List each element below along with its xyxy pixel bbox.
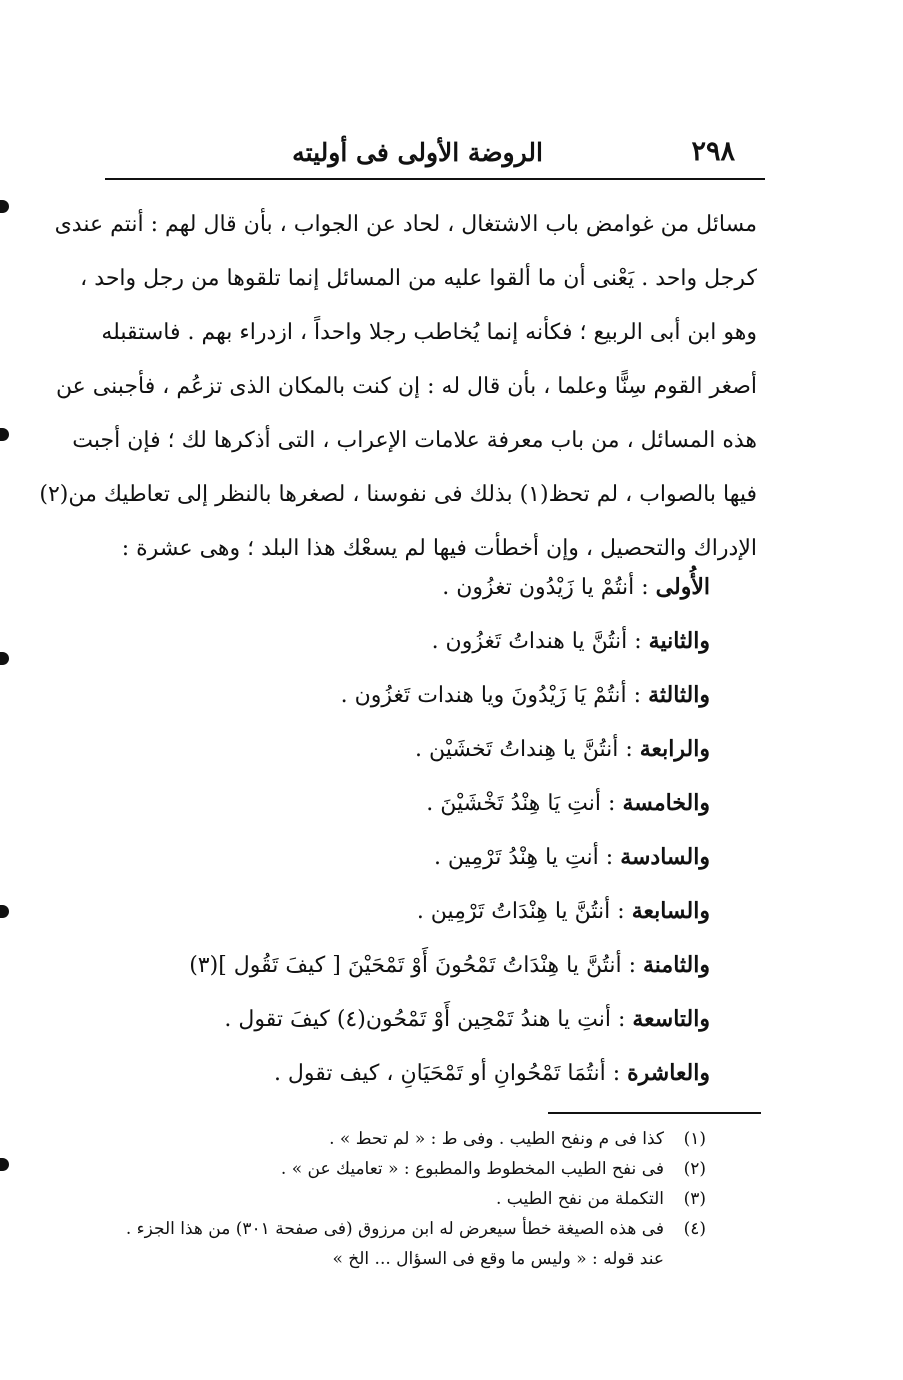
item-text: : أنتُمْ يا زَيْدُون تغزُون . bbox=[442, 575, 649, 600]
item-ordinal: والثامنة bbox=[643, 952, 710, 978]
footnote-rule bbox=[548, 1112, 761, 1114]
item-text: : أنتُمَا تَمْحُوانِ أو تَمْحَيَانِ ، كيف تقول . bbox=[273, 1061, 621, 1086]
item-ordinal: والسادسة bbox=[620, 844, 710, 870]
running-title: الروضة الأولى فى أوليته bbox=[292, 138, 543, 167]
footnote bbox=[100, 1214, 706, 1244]
item-ordinal: والثانية bbox=[648, 628, 710, 654]
body-paragraph bbox=[39, 198, 757, 576]
footnote bbox=[100, 1124, 706, 1154]
list-item bbox=[200, 560, 710, 614]
list-item bbox=[200, 992, 710, 1046]
list-item bbox=[200, 722, 710, 776]
footnote-number: (٤) bbox=[683, 1219, 706, 1239]
item-text: : أنتُنَّ يا هِنداتُ تَخشَيْن . bbox=[415, 737, 633, 762]
footnote-continuation: عند قوله : « وليس ما وقع فى السؤال ... الخ » bbox=[332, 1249, 664, 1269]
footnote bbox=[100, 1154, 706, 1184]
list-item bbox=[200, 614, 710, 668]
item-text: : أنتُمْ يَا زَيْدُونَ ويا هندات تَغزُون . bbox=[340, 683, 642, 708]
list-item bbox=[200, 830, 710, 884]
item-ordinal: والعاشرة bbox=[627, 1060, 710, 1086]
footnotes bbox=[100, 1124, 706, 1274]
item-ordinal: والسابعة bbox=[631, 898, 710, 924]
item-ordinal: والثالثة bbox=[648, 682, 710, 708]
item-text: : أنتُنَّ يا هِنْدَاتُ تَمْحُونَ أَوْ تَمْحَيْنَ [ كيفَ تَقُول ](٣) bbox=[189, 953, 636, 978]
footnote-text: كذا فى م ونفح الطيب . وفى ط : « لم تحط » . bbox=[329, 1129, 664, 1149]
page-number: ٢٩٨ bbox=[691, 136, 735, 167]
edge-mark bbox=[0, 652, 9, 665]
footnote-number: (٣) bbox=[683, 1189, 706, 1209]
footnote-number: (٢) bbox=[683, 1159, 706, 1179]
text-line: كرجل واحد . يَعْنى أن ما ألقوا عليه من المسائل إنما تلقوها من رجل واحد ، bbox=[80, 266, 757, 291]
item-ordinal: والتاسعة bbox=[632, 1006, 710, 1032]
text-line: أصغر القوم سِنًّا وعلما ، بأن قال له : إن كنت بالمكان الذى تزعُم ، فأجبنى عن bbox=[55, 374, 757, 399]
list-item bbox=[200, 884, 710, 938]
text-line: وهو ابن أبى الربيع ؛ فكأنه إنما يُخاطب رجلا واحداً ، ازدراء بهم . فاستقبله bbox=[101, 320, 757, 345]
edge-mark bbox=[0, 1158, 9, 1171]
footnote bbox=[100, 1184, 706, 1214]
item-text: : أنتُنَّ يا هنداتُ تَغزُون . bbox=[431, 629, 642, 654]
item-text: : أنتِ يا هندُ تَمْحِين أَوْ تَمْحُون(٤) كيفَ تقول . bbox=[224, 1007, 626, 1032]
page-header bbox=[105, 136, 763, 178]
list-item bbox=[200, 1046, 710, 1100]
header-rule bbox=[105, 178, 765, 180]
text-line: فيها بالصواب ، لم تحظ(١) بذلك فى نفوسنا ، لصغرها بالنظر إلى تعاطيك من(٢) bbox=[39, 482, 757, 507]
item-text: : أنتِ يَا هِنْدُ تَخْشَيْنَ . bbox=[426, 791, 616, 816]
text-line: الإدراك والتحصيل ، وإن أخطأت فيها لم يسعْك هذا البلد ؛ وهى عشرة : bbox=[121, 536, 757, 561]
item-ordinal: الأُولى bbox=[655, 574, 710, 600]
item-text: : أنتِ يا هِنْدُ تَرْمِين . bbox=[433, 845, 614, 870]
edge-mark bbox=[0, 428, 9, 441]
list-item bbox=[200, 776, 710, 830]
questions-list bbox=[189, 560, 710, 1100]
item-ordinal: والخامسة bbox=[622, 790, 710, 816]
item-text: : أنتُنَّ يا هِنْدَاتُ تَرْمِين . bbox=[416, 899, 625, 924]
edge-mark bbox=[0, 905, 9, 918]
list-item bbox=[200, 668, 710, 722]
item-ordinal: والرابعة bbox=[639, 736, 710, 762]
footnote-text: فى نفح الطيب المخطوط والمطبوع : « تعاميك عن » . bbox=[280, 1159, 664, 1179]
footnote-text: التكملة من نفح الطيب . bbox=[495, 1189, 664, 1209]
footnote-text: فى هذه الصيغة خطأ سيعرض له ابن مرزوق (فى صفحة ٣٠١) من هذا الجزء . bbox=[125, 1219, 664, 1239]
edge-mark bbox=[0, 200, 9, 213]
list-item bbox=[189, 938, 710, 992]
text-line: مسائل من غوامض باب الاشتغال ، لحاد عن الجواب ، بأن قال لهم : أنتم عندى bbox=[54, 212, 757, 237]
footnote-number: (١) bbox=[683, 1129, 706, 1149]
text-line: هذه المسائل ، من باب معرفة علامات الإعراب ، التى أذكرها لك ؛ فإن أجبت bbox=[72, 428, 757, 453]
